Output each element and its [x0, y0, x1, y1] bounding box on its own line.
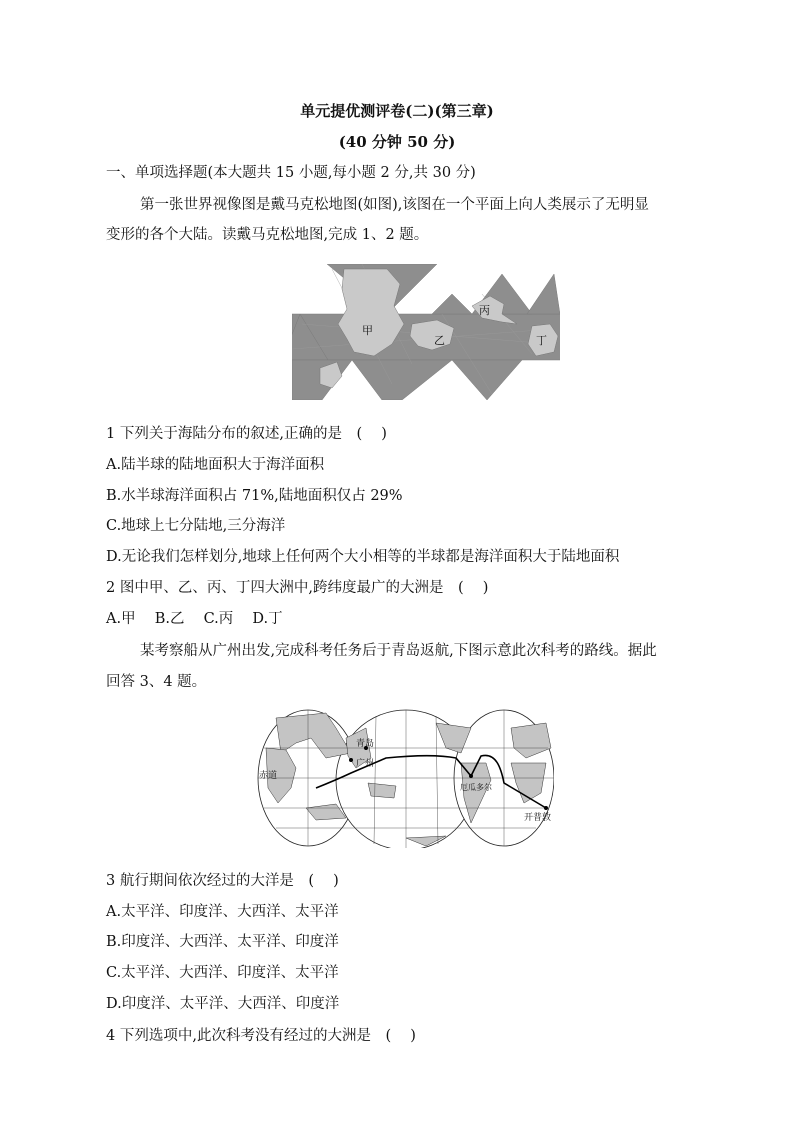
page-title: 单元提优测评卷(二)(第三章) [300, 102, 494, 120]
passage1-line1: 第一张世界视像图是戴马克松地图(如图),该图在一个平面上向人类展示了无明显 [140, 197, 649, 213]
label-bing: 丙 [479, 304, 490, 317]
question-1-option-d: D.无论我们怎样划分,地球上任何两个大小相等的半球都是海洋面积大于陆地面积 [106, 549, 620, 565]
question-3-option-b: B.印度洋、大西洋、太平洋、印度洋 [106, 934, 339, 950]
question-1-option-a: A.陆半球的陆地面积大于海洋面积 [106, 457, 325, 473]
question-3-option-d: D.印度洋、太平洋、大西洋、印度洋 [106, 996, 340, 1012]
label-equator: 赤道 [259, 771, 278, 781]
passage2-line1: 某考察船从广州出发,完成科考任务后于青岛返航,下图示意此次科考的路线。据此 [140, 643, 657, 659]
question-1-option-b: B.水半球海洋面积占 71%,陆地面积仅占 29% [106, 488, 403, 504]
section-heading: 一、单项选择题(本大题共 15 小题,每小题 2 分,共 30 分) [106, 165, 476, 181]
question-3-option-c: C.太平洋、大西洋、印度洋、太平洋 [106, 965, 339, 981]
passage2-line2: 回答 3、4 题。 [106, 674, 207, 690]
passage1-line2: 变形的各个大陆。读戴马克松地图,完成 1、2 题。 [106, 227, 429, 243]
question-2-stem: 2 图中甲、乙、丙、丁四大洲中,跨纬度最广的大洲是 ( ) [106, 580, 489, 596]
label-guangzhou: 广州 [356, 759, 375, 769]
label-jia: 甲 [362, 324, 373, 337]
label-qingdao: 青岛 [356, 739, 375, 749]
question-2-options: A.甲 B.乙 C.丙 D.丁 [106, 611, 283, 627]
label-yi: 乙 [434, 334, 445, 347]
route-map-figure [256, 708, 554, 848]
question-3-stem: 3 航行期间依次经过的大洋是 ( ) [106, 873, 339, 889]
label-ecuador: 厄瓜多尔 [460, 783, 492, 792]
dymaxion-map-figure [292, 264, 560, 400]
label-ding: 丁 [536, 334, 547, 347]
question-3-option-a: A.太平洋、印度洋、大西洋、太平洋 [106, 904, 339, 920]
question-1-stem: 1 下列关于海陆分布的叙述,正确的是 ( ) [106, 426, 387, 442]
question-4-stem: 4 下列选项中,此次科考没有经过的大洲是 ( ) [106, 1028, 416, 1044]
label-capetown: 开普敦 [524, 813, 552, 823]
question-1-option-c: C.地球上七分陆地,三分海洋 [106, 518, 286, 534]
page-subtitle: (40 分钟 50 分) [338, 133, 456, 151]
